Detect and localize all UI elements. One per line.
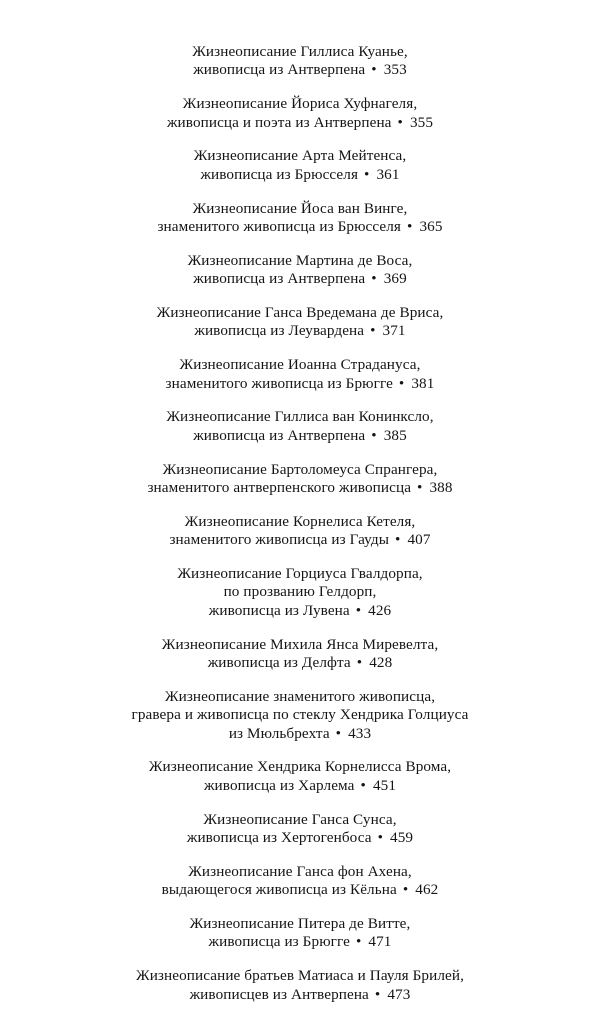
toc-entry-last-line	[0, 654, 600, 672]
bullet-separator: •	[402, 881, 409, 899]
toc-entry-title-line: Жизнеописание Ганса Вредемана де Вриса,	[156, 304, 444, 322]
toc-entry	[0, 147, 600, 184]
bullet-separator: •	[371, 270, 377, 288]
toc-entry	[0, 636, 600, 673]
toc-entry-title-line: знаменитого антверпенского живописца	[147, 479, 412, 497]
toc-entry-title-line: живописцев из Антверпена	[189, 985, 369, 1003]
toc-page-number: 371	[382, 322, 406, 340]
toc-page-number: 353	[383, 61, 407, 79]
toc-entry	[0, 200, 600, 237]
toc-page-number: 451	[372, 776, 397, 794]
toc-entry-title-line: Жизнеописание Корнелиса Кетеля,	[184, 512, 416, 530]
toc-entry-last-line	[0, 61, 600, 79]
toc-entry-title-line: по прозванию Гелдорп,	[223, 583, 377, 601]
toc-page-number: 369	[383, 270, 407, 288]
toc-entry	[0, 43, 600, 80]
toc-entry-last-line	[0, 114, 600, 132]
toc-entry-title-line: Жизнеописание Мартина де Воса,	[187, 251, 413, 269]
toc-entry-title-line: Жизнеописание Йоса ван Винге,	[192, 199, 408, 217]
toc-entry	[0, 252, 600, 289]
toc-entry-title-line: живописца из Делфта	[207, 654, 351, 672]
bullet-separator: •	[360, 776, 366, 794]
toc-entry-title-line: знаменитого живописца из Брюсселя	[157, 218, 402, 236]
toc-page-number: 407	[407, 531, 431, 549]
toc-entry-title-line: живописца из Антверпена	[193, 426, 366, 444]
toc-entry	[0, 967, 600, 1004]
toc-entry-last-line	[0, 427, 600, 445]
toc-entry	[0, 565, 600, 620]
toc-page-number: 433	[348, 724, 372, 742]
toc-entry	[0, 811, 600, 848]
toc-entry-title-line: гравера и живописца по стеклу Хендрика Голциуса	[131, 706, 469, 724]
toc-page-number: 388	[429, 479, 453, 497]
bullet-separator: •	[335, 724, 342, 742]
toc-entry-title-line: из Мюльбрехта	[228, 724, 330, 742]
toc-entry-title-line: живописца из Брюсселя	[200, 165, 359, 183]
toc-entry-last-line	[0, 322, 600, 340]
toc-entry-title-line: Жизнеописание Иоанна Страдануса,	[179, 356, 421, 374]
bullet-separator: •	[364, 165, 370, 183]
toc-entry	[0, 915, 600, 952]
toc-entry-last-line	[0, 602, 600, 620]
toc-entry-last-line	[0, 166, 600, 184]
bullet-separator: •	[417, 479, 423, 497]
toc-entry	[0, 758, 600, 795]
table-of-contents-page	[0, 43, 600, 1019]
bullet-separator: •	[395, 531, 401, 549]
toc-entry-last-line	[0, 375, 600, 393]
toc-page-number: 361	[376, 165, 400, 183]
toc-page-number: 365	[419, 218, 443, 236]
toc-entry-title-line: живописца и поэта из Антверпена	[166, 113, 392, 131]
toc-entry	[0, 304, 600, 341]
toc-entry-title-line: Жизнеописание Бартоломеуса Спрангера,	[162, 460, 438, 478]
toc-entry-last-line	[0, 881, 600, 899]
toc-page-number: 355	[409, 113, 434, 131]
toc-entry-last-line	[0, 986, 600, 1004]
toc-page-number: 426	[368, 601, 392, 619]
toc-entry	[0, 408, 600, 445]
toc-entry-title-line: живописца из Антверпена	[193, 61, 366, 79]
bullet-separator: •	[356, 654, 363, 672]
toc-entry-title-line: живописца из Антверпена	[193, 270, 366, 288]
toc-entry-last-line	[0, 218, 600, 236]
toc-entry-title-line: Жизнеописание Ганса фон Ахена,	[188, 862, 412, 880]
bullet-separator: •	[374, 985, 381, 1003]
toc-entry-last-line	[0, 829, 600, 847]
toc-entry-title-line: Жизнеописание Арта Мейтенса,	[193, 147, 407, 165]
toc-entry-last-line	[0, 933, 600, 951]
toc-entry	[0, 863, 600, 900]
toc-page-number: 428	[369, 654, 393, 672]
toc-entry-title-line: Жизнеописание Хендрика Корнелисса Врома,	[148, 758, 452, 776]
bullet-separator: •	[371, 426, 377, 444]
toc-entry-title-line: знаменитого живописца из Брюгге	[165, 374, 393, 392]
toc-page-number: 462	[415, 881, 439, 899]
bullet-separator: •	[397, 113, 403, 131]
bullet-separator: •	[370, 322, 376, 340]
toc-entry	[0, 513, 600, 550]
toc-entry-last-line	[0, 725, 600, 743]
toc-entry-last-line	[0, 531, 600, 549]
bullet-separator: •	[355, 933, 362, 951]
toc-page-number: 471	[368, 933, 392, 951]
toc-entry-title-line: живописца из Хертогенбоса	[186, 829, 372, 847]
toc-page-number: 381	[411, 374, 435, 392]
bullet-separator: •	[371, 61, 377, 79]
toc-entry-title-line: живописца из Брюгге	[208, 933, 350, 951]
toc-entry	[0, 356, 600, 393]
toc-entry-title-line: Жизнеописание Йориса Хуфнагеля,	[182, 95, 418, 113]
toc-list	[0, 43, 600, 1004]
toc-entry-title-line: Жизнеописание Питера де Витте,	[189, 915, 411, 933]
toc-entry-title-line: Жизнеописание братьев Матиаса и Пауля Брилей,	[135, 967, 464, 985]
toc-page-number: 385	[383, 426, 407, 444]
bullet-separator: •	[355, 601, 362, 619]
toc-entry	[0, 461, 600, 498]
bullet-separator: •	[407, 218, 413, 236]
toc-entry	[0, 95, 600, 132]
bullet-separator: •	[377, 829, 384, 847]
toc-entry-title-line: Жизнеописание знаменитого живописца,	[164, 687, 436, 705]
toc-entry-title-line: живописца из Леувардена	[194, 322, 365, 340]
toc-entry	[0, 688, 600, 743]
bullet-separator: •	[398, 374, 405, 392]
toc-entry-last-line	[0, 270, 600, 288]
toc-entry-title-line: Жизнеописание Гиллиса Куанье,	[192, 43, 408, 60]
toc-entry-title-line: выдающегося живописца из Кёльна	[161, 881, 397, 899]
toc-entry-title-line: Жизнеописание Горциуса Гвалдорпа,	[177, 565, 423, 583]
toc-entry-title-line: живописца из Харлема	[203, 776, 355, 794]
toc-entry-title-line: Жизнеописание Гиллиса ван Конинксло,	[166, 408, 434, 426]
toc-entry-last-line	[0, 479, 600, 497]
toc-page-number: 473	[387, 985, 411, 1003]
toc-entry-title-line: живописца из Лувена	[208, 601, 350, 619]
toc-entry-last-line	[0, 777, 600, 795]
toc-entry-title-line: знаменитого живописца из Гауды	[169, 531, 390, 549]
toc-page-number: 459	[390, 829, 414, 847]
toc-entry-title-line: Жизнеописание Ганса Сунса,	[203, 810, 397, 828]
toc-entry-title-line: Жизнеописание Михила Янса Миревелта,	[161, 635, 439, 653]
